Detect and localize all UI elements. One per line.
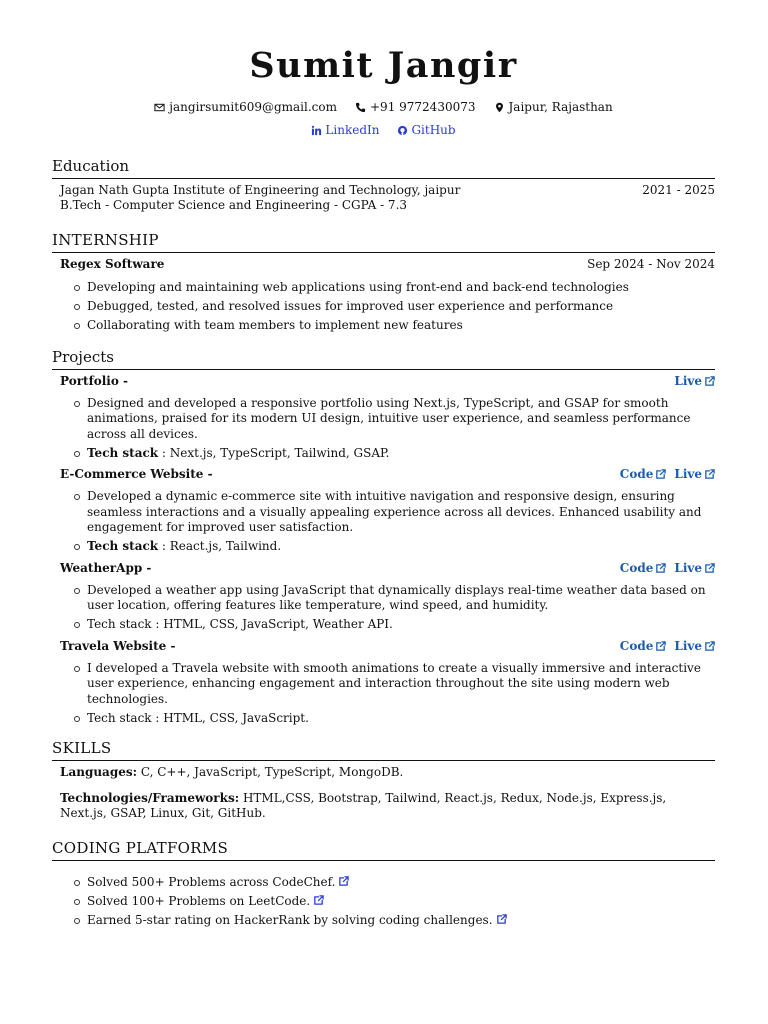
- external-link-icon: [704, 563, 715, 574]
- code-label: Code: [619, 638, 654, 653]
- internship-dates: Sep 2024 - Nov 2024: [587, 257, 715, 271]
- external-link-icon: [704, 376, 715, 387]
- languages-value: C, C++, JavaScript, TypeScript, MongoDB.: [137, 765, 404, 779]
- live-link[interactable]: [674, 561, 715, 576]
- external-link-icon: [704, 641, 715, 652]
- live-link[interactable]: [674, 467, 715, 482]
- list-item: Developed a weather app using JavaScript that dynamically displays real-time weather data based on user location, offering features like temperature, wind speed, and humidity.: [74, 583, 715, 614]
- internship-heading: INTERNSHIP: [52, 231, 715, 253]
- skills-languages: [52, 765, 715, 780]
- code-label: Code: [619, 467, 654, 481]
- live-label: Live: [674, 638, 702, 653]
- institute-name: Jagan Nath Gupta Institute of Engineering and Technology, jaipur: [60, 183, 461, 197]
- portfolio-bullets: [52, 396, 715, 462]
- list-item: I developed a Travela website with smooth animations to create a visually immersive and interactive user experience, enhancing engagement and interaction throughout the site using modern web technologies.: [74, 661, 715, 708]
- list-item[interactable]: [74, 875, 715, 891]
- list-item[interactable]: [74, 913, 715, 929]
- location-contact: [494, 100, 613, 114]
- project-title: E-Commerce Website -: [60, 467, 213, 481]
- phone-text: +91 9772430073: [370, 100, 476, 114]
- coding-item-text: Solved 500+ Problems across CodeChef.: [87, 875, 336, 889]
- travela-bullets: [52, 661, 715, 727]
- technologies-label: Technologies/Frameworks:: [60, 791, 240, 805]
- project-links: [674, 374, 715, 389]
- code-link[interactable]: [620, 467, 667, 482]
- live-label: Live: [674, 373, 702, 388]
- project-links: [620, 561, 715, 576]
- phone-icon: [355, 102, 366, 113]
- project-title: Portfolio -: [60, 373, 129, 388]
- coding-item-text: Earned 5-star rating on HackerRank by solving coding challenges.: [87, 913, 493, 927]
- external-link-icon: [655, 469, 666, 480]
- degree-line: B.Tech - Computer Science and Engineering - CGPA - 7.3: [60, 198, 408, 212]
- profile-links: [52, 123, 715, 137]
- project-title: Travela Website -: [60, 638, 176, 653]
- weather-bullets: [52, 583, 715, 633]
- education-heading: Education: [52, 157, 715, 179]
- list-item: [74, 539, 715, 555]
- list-item: [74, 446, 715, 462]
- map-pin-icon: [494, 102, 505, 113]
- external-link-icon: [704, 469, 715, 480]
- linkedin-icon: [311, 125, 322, 136]
- live-label: Live: [674, 467, 702, 481]
- github-icon: [397, 125, 408, 136]
- candidate-name: Sumit Jangir: [249, 45, 518, 86]
- project-portfolio-header: [52, 374, 715, 389]
- education-years: 2021 - 2025: [642, 183, 715, 197]
- list-item: Tech stack : HTML, CSS, JavaScript, Weather API.: [74, 617, 715, 633]
- github-link[interactable]: [397, 123, 455, 137]
- external-link-icon: [313, 895, 324, 906]
- list-item: Developed a dynamic e-commerce site with intuitive navigation and responsive design, ensuring seamless interactions and a visually appealing experience across all devices. Enhanced usability and engagement for improved user satisfaction.: [74, 489, 715, 536]
- project-weather-header: [52, 561, 715, 576]
- coding-item-text: Solved 100+ Problems on LeetCode.: [87, 894, 311, 908]
- external-link-icon: [496, 914, 507, 925]
- list-item[interactable]: [74, 894, 715, 910]
- code-link[interactable]: [620, 639, 667, 654]
- company-name: Regex Software: [60, 257, 165, 271]
- live-link[interactable]: [674, 374, 715, 389]
- phone-contact[interactable]: [355, 100, 476, 114]
- email-text: jangirsumit609@gmail.com: [169, 100, 337, 114]
- tech-stack-label: Tech stack: [87, 445, 159, 460]
- tech-stack-value: : Next.js, TypeScript, Tailwind, GSAP.: [158, 445, 390, 460]
- technologies-value: HTML,CSS, Bootstrap, Tailwind, React.js, Redux, Node.js, Express.js, Next.js, GSAP, Linux, Git, GitHub.: [60, 791, 667, 820]
- github-label: GitHub: [411, 123, 456, 137]
- external-link-icon: [338, 876, 349, 887]
- external-link-icon: [655, 563, 666, 574]
- project-links: [620, 639, 715, 654]
- contact-row: [52, 100, 715, 114]
- education-row: [52, 183, 715, 198]
- code-label: Code: [619, 560, 654, 575]
- list-item: Designed and developed a responsive portfolio using Next.js, TypeScript, and GSAP for smooth animations, praised for its modern UI design, intuitive user experience, and seamless performance across all devices.: [74, 396, 715, 443]
- email-contact[interactable]: [154, 100, 337, 114]
- linkedin-link[interactable]: [311, 123, 379, 137]
- list-item: Debugged, tested, and resolved issues for improved user experience and performance: [74, 299, 715, 315]
- live-link[interactable]: [674, 639, 715, 654]
- internship-bullets: [52, 280, 715, 334]
- tech-stack-label: Tech stack: [87, 539, 159, 553]
- project-ecommerce-header: [52, 467, 715, 482]
- location-text: Jaipur, Rajasthan: [508, 100, 613, 114]
- external-link-icon: [655, 641, 666, 652]
- project-title: WeatherApp -: [60, 560, 152, 575]
- project-links: [620, 467, 715, 482]
- list-item: Developing and maintaining web applications using front-end and back-end technologies: [74, 280, 715, 296]
- languages-label: Languages:: [60, 765, 138, 779]
- projects-heading: Projects: [52, 348, 715, 370]
- ecommerce-bullets: [52, 489, 715, 555]
- skills-heading: SKILLS: [52, 739, 715, 761]
- list-item: Collaborating with team members to implement new features: [74, 318, 715, 334]
- linkedin-label: LinkedIn: [325, 123, 380, 137]
- code-link[interactable]: [620, 561, 667, 576]
- project-travela-header: [52, 639, 715, 654]
- coding-platforms-list: [52, 875, 715, 929]
- live-label: Live: [674, 560, 702, 575]
- coding-platforms-heading: CODING PLATFORMS: [52, 839, 715, 861]
- tech-stack-value: : React.js, Tailwind.: [158, 539, 282, 553]
- internship-row: [52, 257, 715, 272]
- list-item: Tech stack : HTML, CSS, JavaScript.: [74, 711, 715, 727]
- resume-page: [52, 0, 715, 932]
- skills-technologies: [52, 791, 715, 821]
- mail-icon: [154, 102, 165, 113]
